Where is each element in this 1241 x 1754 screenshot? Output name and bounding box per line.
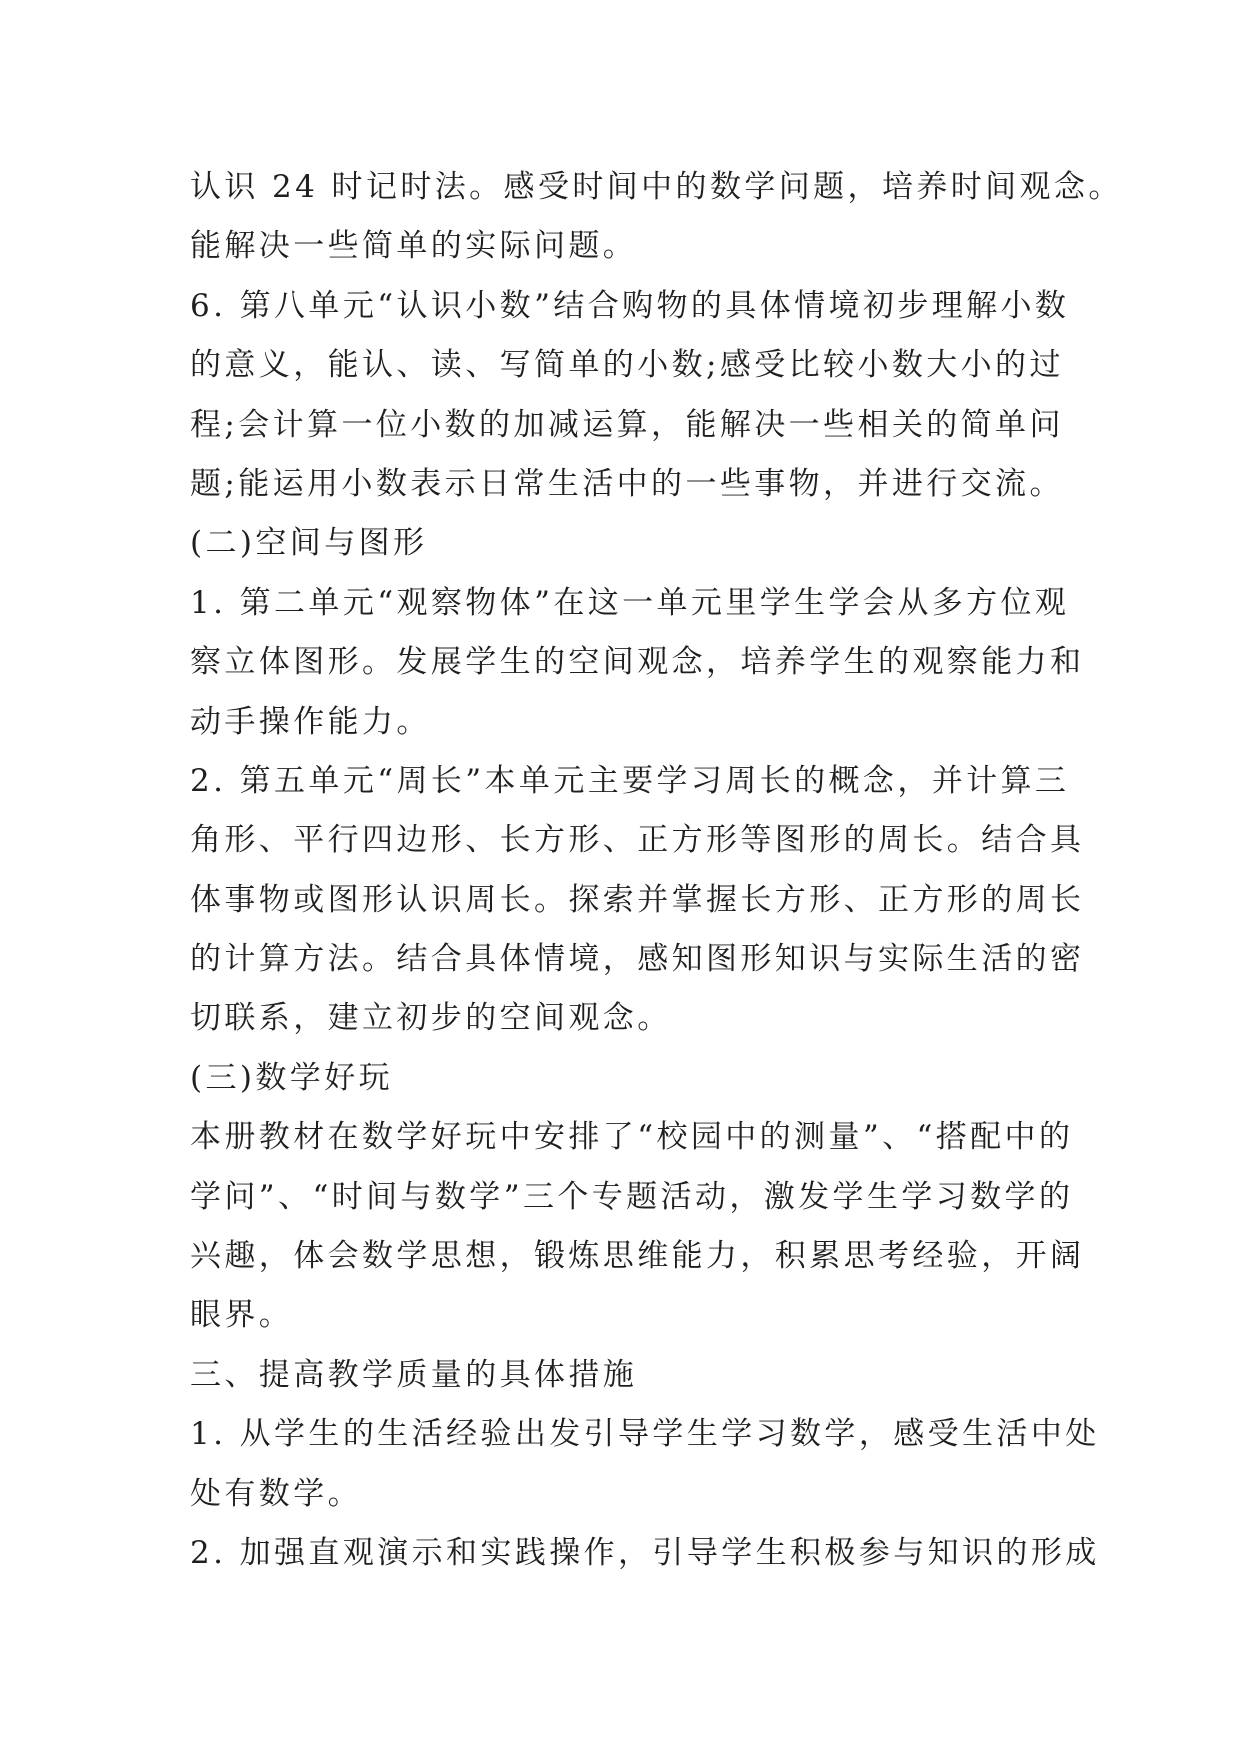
text-line: 眼界。 [190,1297,294,1334]
document-body [190,158,1123,1583]
text-line: 程;会计算一位小数的加减运算，能解决一些相关的简单问 [190,406,1064,443]
section-heading: (三)数学好玩 [190,1059,393,1096]
text-line: 学问”、“时间与数学”三个专题活动，激发学生学习数学的 [190,1178,1074,1215]
text-line: 的意义，能认、读、写简单的小数;感受比较小数大小的过 [190,347,1064,384]
text-line: 的计算方法。结合具体情境，感知图形知识与实际生活的密 [190,941,1085,978]
text-line: 兴趣，体会数学思想，锻炼思维能力，积累思考经验，开阔 [190,1238,1085,1275]
text-line: 能解决一些简单的实际问题。 [190,228,638,265]
text-line: 察立体图形。发展学生的空间观念，培养学生的观察能力和 [190,644,1085,681]
text-line: 2. 加强直观演示和实践操作，引导学生积极参与知识的形成 [190,1534,1100,1571]
text-line: 处有数学。 [190,1475,362,1512]
text-line: 角形、平行四边形、长方形、正方形等图形的周长。结合具 [190,822,1085,859]
text-line: 本册教材在数学好玩中安排了“校园中的测量”、“搭配中的 [190,1119,1074,1156]
text-line: 1. 第二单元“观察物体”在这一单元里学生学会从多方位观 [190,584,1070,621]
text-line: 认识 24 时记时法。感受时间中的数学问题，培养时间观念。 [190,169,1123,205]
text-line: 1. 从学生的生活经验出发引导学生学习数学，感受生活中处 [190,1416,1100,1453]
text-line: 2. 第五单元“周长”本单元主要学习周长的概念，并计算三 [190,762,1070,799]
section-heading: (二)空间与图形 [190,525,428,562]
text-line: 题;能运用小数表示日常生活中的一些事物，并进行交流。 [190,465,1064,502]
section-heading: 三、提高教学质量的具体措施 [190,1356,638,1393]
text-line: 体事物或图形认识周长。探索并掌握长方形、正方形的周长 [190,881,1085,918]
text-line: 动手操作能力。 [190,703,431,740]
text-line: 切联系，建立初步的空间观念。 [190,1000,672,1037]
text-line: 6. 第八单元“认识小数”结合购物的具体情境初步理解小数 [190,287,1070,324]
